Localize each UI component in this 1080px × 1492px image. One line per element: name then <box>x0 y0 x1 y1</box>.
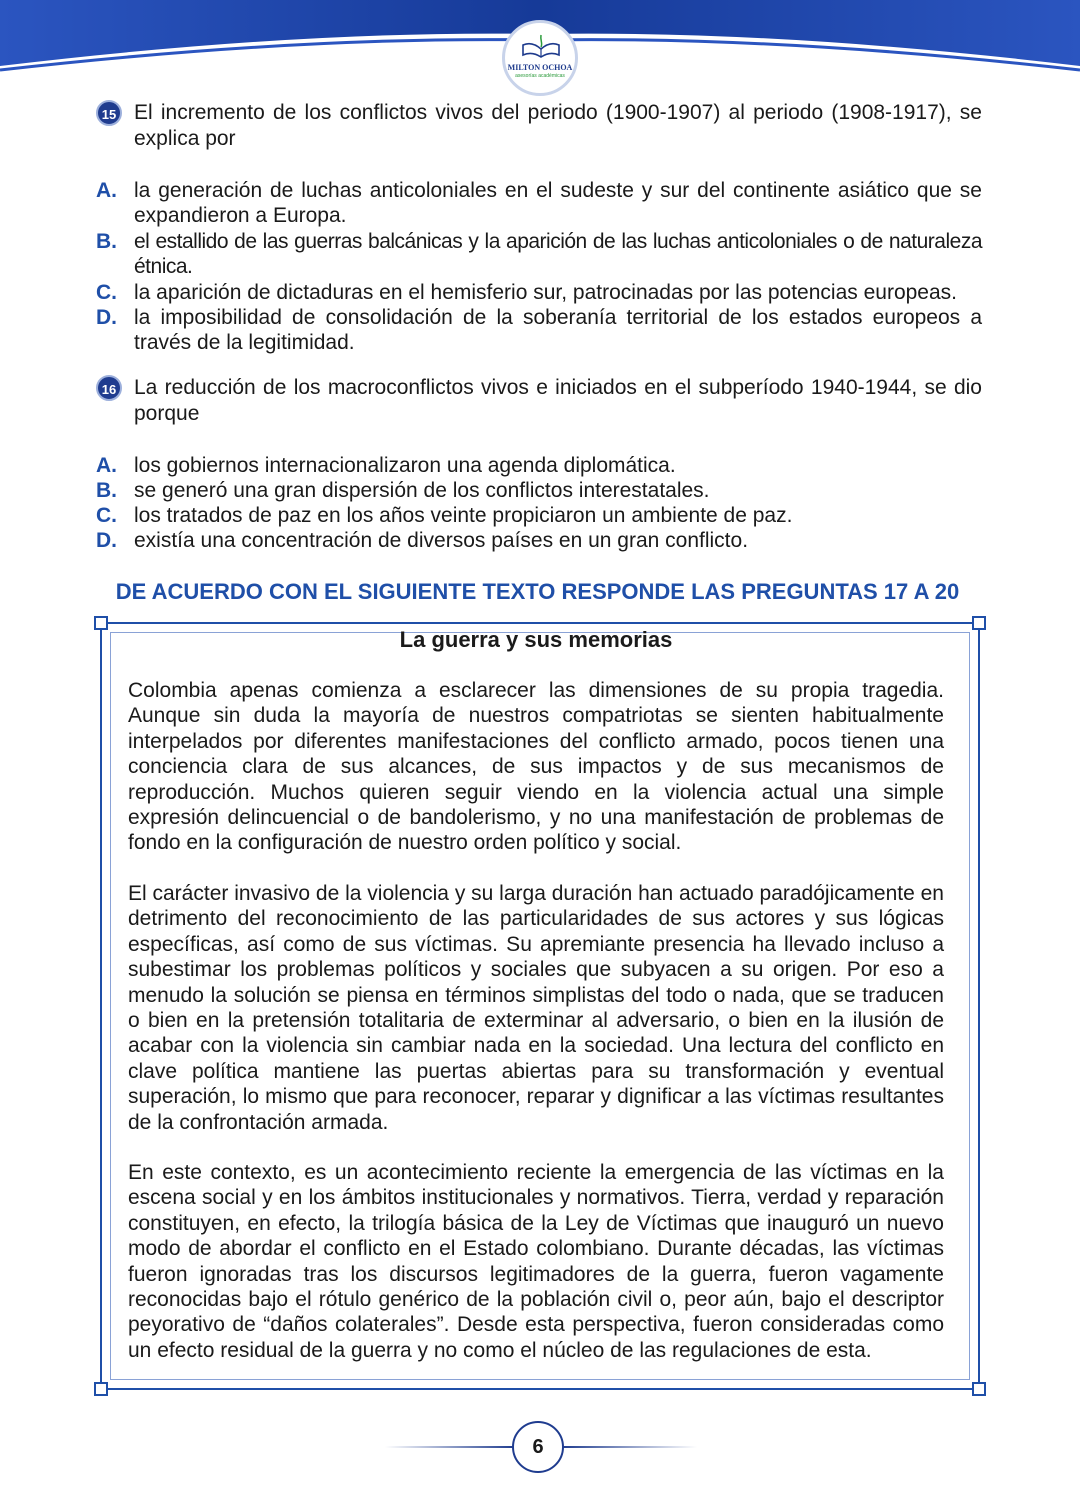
logo-tagline: asesorías académicas <box>515 73 565 79</box>
open-book-icon <box>521 31 561 59</box>
option-text: la aparición de dictaduras en el hemisferio sur, patrocinadas por las potencias europeas. <box>134 281 957 304</box>
reading-paragraph-3: En este contexto, es un acontecimiento reciente la emergencia de las víctimas en la escena social y en los ámbitos institucionales y normativos. Tierra, verdad y reparación constituyen, en efecto, la trilogía básica de la Ley de Víctimas que inauguró un nuevo modo de abordar el conflicto en el Estado colombiano. Durante décadas, las víctimas fueron ignoradas tras los discursos legitimadores de la guerra, fueron vagamente reconocidas bajo el rótulo genérico de la población civil o, peor aún, bajo el descriptor peyorativo de “daños colaterales”. Desde esta perspectiva, fueron consideradas como un efecto residual de la guerra y no como el núcleo de las regulaciones de esta. <box>128 1161 944 1362</box>
option-text: el estallido de las guerras balcánicas y la aparición de las luchas anticoloniales o de naturaleza étnica. <box>134 230 982 278</box>
page-number: 6 <box>512 1421 564 1473</box>
option-letter: B. <box>96 479 117 502</box>
option-letter: C. <box>96 281 117 304</box>
logo-name: MILTON OCHOA <box>507 63 573 72</box>
question-stem: El incremento de los conflictos vivos del periodo (1900-1907) al periodo (1908-1917), se explica por <box>134 101 982 150</box>
option-letter: C. <box>96 504 117 527</box>
header-band <box>0 0 1080 80</box>
option-text: los tratados de paz en los años veinte propiciaron un ambiente de paz. <box>134 504 793 527</box>
question-number-badge: 16 <box>96 375 122 401</box>
frame-corner-ornament <box>94 1382 108 1396</box>
frame-corner-ornament <box>972 1382 986 1396</box>
reading-paragraph-2: El carácter invasivo de la violencia y su larga duración han actuado paradójicamente en detrimento del reconocimiento de las particularidades de sus actores y sus lógicas específicas, así como de sus víctimas. Su apremiante presencia ha llevado incluso a subestimar los problemas políticos y sociales que subyacen a su origen. Por eso a menudo la solución se piensa en términos simplistas del todo o nada, que se traducen o bien en la pretensión totalitaria de exterminar al adversario, o bien en la ilusión de acabar con la violencia sin cambiar nada en la sociedad. Una lectura del conflicto en clave política mantiene las puertas abiertas para su transformación y eventual superación, lo mismo que para reconocer, reparar y dignificar a las víctimas resultantes de la confrontación armada. <box>128 882 944 1134</box>
footer-rule-right <box>562 1446 697 1448</box>
option-text: existía una concentración de diversos países en un gran conflicto. <box>134 529 749 552</box>
option-letter: B. <box>96 230 117 253</box>
section-heading: DE ACUERDO CON EL SIGUIENTE TEXTO RESPONDE LAS PREGUNTAS 17 A 20 <box>115 579 960 604</box>
option-text: la generación de luchas anticoloniales en el sudeste y sur del continente asiático que se expandieron a Europa. <box>134 179 982 227</box>
option-text: la imposibilidad de consolidación de la soberanía territorial de los estados europeos a través de la legitimidad. <box>134 306 982 354</box>
reading-title: La guerra y sus memorias <box>399 627 673 652</box>
logo <box>502 20 578 96</box>
question-stem: La reducción de los macroconflictos vivos e iniciados en el subperíodo 1940-1944, se dio porque <box>134 376 982 425</box>
option-letter: D. <box>96 529 117 552</box>
footer-rule-left <box>385 1446 515 1448</box>
option-text: se generó una gran dispersión de los conflictos interestatales. <box>134 479 710 502</box>
option-letter: A. <box>96 454 117 477</box>
reading-paragraph-1: Colombia apenas comienza a esclarecer las dimensiones de su propia tragedia. Aunque sin duda la mayoría de nuestros compatriotas se sienten habitualmente interpelados por diferentes manifestaciones del conflicto armado, pocos tienen una conciencia clara de sus alcances, de sus impactos y de sus mecanismos de reproducción. Muchos quieren seguir viendo en la violencia actual una simple expresión delincuencial o de bandolerismo, y no una manifestación de problemas de fondo en la configuración de nuestro orden político y social. <box>128 679 944 855</box>
option-letter: A. <box>96 179 117 202</box>
question-number-badge: 15 <box>96 100 122 126</box>
option-letter: D. <box>96 306 117 329</box>
option-text: los gobiernos internacionalizaron una agenda diplomática. <box>134 454 676 477</box>
